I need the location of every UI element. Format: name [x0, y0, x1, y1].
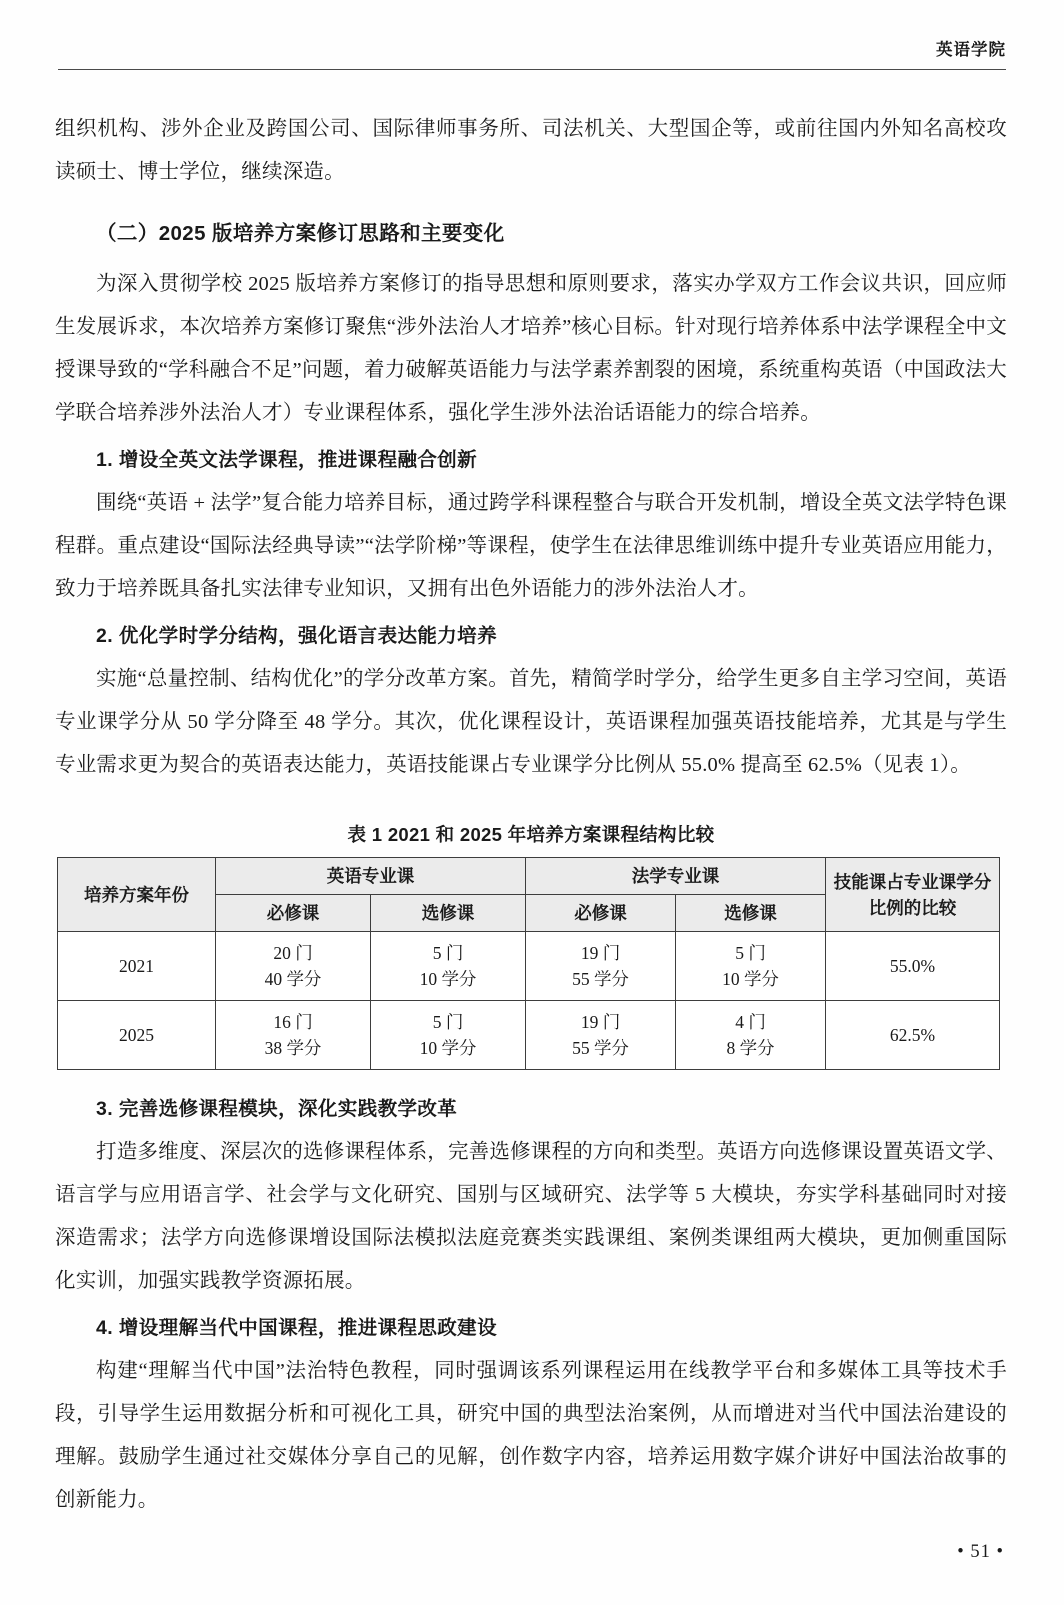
paragraph-sub2: 实施“总量控制、结构优化”的学分改革方案。首先，精简学时学分，给学生更多自主学习空间，英语专业课学分从 50 学分降至 48 学分。其次，优化课程设计，英语课程加强英语技能培养，尤其是与学生专业需求更为契合的英语表达能力，英语技能课占专业课学分比例从 55.0% 提高至 62.5%（见表 1）。 — [55, 668, 1007, 776]
header-year: 培养方案年份 — [58, 858, 216, 932]
value-credits: 55 学分 — [572, 1038, 629, 1058]
cell-law-required — [526, 932, 676, 1001]
header-title: 英语学院 — [936, 41, 1006, 59]
paragraph-intro: 为深入贯彻学校 2025 版培养方案修订的指导思想和原则要求，落实办学双方工作会议共识，回应师生发展诉求，本次培养方案修订聚焦“涉外法治人才培养”核心目标。针对现行培养体系中法学课程全中文授课导致的“学科融合不足”问题，着力破解英语能力与法学素养割裂的困境，系统重构英语（中国政法大学联合培养涉外法治人才）专业课程体系，强化学生涉外法治话语能力的综合培养。 — [55, 273, 1007, 424]
header-law-required: 必修课 — [526, 895, 676, 932]
table-caption: 表 1 2021 和 2025 年培养方案课程结构比较 — [347, 824, 715, 845]
value-courses: 5 门 — [432, 943, 464, 963]
cell-year: 2021 — [58, 932, 216, 1001]
table-row — [58, 1001, 1000, 1070]
page-content — [55, 108, 1007, 1522]
header-ratio: 技能课占专业课学分比例的比较 — [826, 858, 1000, 932]
table-row — [58, 932, 1000, 1001]
paragraph-continued: 组织机构、涉外企业及跨国公司、国际律师事务所、司法机关、大型国企等，或前往国内外知名高校攻读硕士、博士学位，继续深造。 — [55, 118, 1007, 183]
subsection-heading-3: 3. 完善选修课程模块，深化实践教学改革 — [96, 1098, 458, 1120]
cell-law-required — [526, 1001, 676, 1070]
section-heading: （二）2025 版培养方案修订思路和主要变化 — [96, 222, 505, 245]
paragraph-sub1: 围绕“英语 + 法学”复合能力培养目标，通过跨学科课程整合与联合开发机制，增设全英文法学特色课程群。重点建设“国际法经典导读”“法学阶梯”等课程，使学生在法律思维训练中提升专业英语应用能力，致力于培养既具备扎实法律专业知识，又拥有出色外语能力的涉外法治人才。 — [55, 492, 1007, 600]
cell-english-required — [216, 932, 371, 1001]
header-english-elective: 选修课 — [371, 895, 526, 932]
cell-ratio: 55.0% — [826, 932, 1000, 1001]
subsection-heading-2: 2. 优化学时学分结构，强化语言表达能力培养 — [96, 625, 497, 647]
header-group-law: 法学专业课 — [526, 858, 826, 895]
value-courses: 4 门 — [735, 1012, 766, 1032]
paragraph-sub3: 打造多维度、深层次的选修课程体系，完善选修课程的方向和类型。英语方向选修课设置英语文学、语言学与应用语言学、社会学与文化研究、国别与区域研究、法学等 5 大模块，夯实学科基础同时对接深造需求；法学方向选修课增设国际法模拟法庭竞赛类实践课组、案例类课组两大模块，更加侧重国际化实训，加强实践教学资源拓展。 — [55, 1141, 1007, 1292]
header-law-elective: 选修课 — [676, 895, 826, 932]
value-courses: 19 门 — [580, 1012, 621, 1032]
course-structure-table — [57, 857, 1000, 1070]
header-group-english: 英语专业课 — [216, 858, 526, 895]
value-credits: 8 学分 — [726, 1038, 775, 1058]
table-header-row-1 — [58, 858, 1000, 895]
value-courses: 16 门 — [273, 1012, 313, 1032]
page-number: • 51 • — [957, 1542, 1004, 1562]
subsection-heading-4: 4. 增设理解当代中国课程，推进课程思政建设 — [96, 1317, 497, 1339]
page-header — [58, 36, 1006, 72]
cell-law-elective — [676, 1001, 826, 1070]
subsection-heading-1: 1. 增设全英文法学课程，推进课程融合创新 — [96, 449, 478, 471]
value-courses: 5 门 — [735, 943, 766, 963]
cell-english-elective — [371, 1001, 526, 1070]
value-courses: 20 门 — [273, 943, 313, 963]
cell-english-required — [216, 1001, 371, 1070]
value-credits: 10 学分 — [722, 969, 779, 989]
value-credits: 10 学分 — [419, 969, 477, 989]
paragraph-sub4: 构建“理解当代中国”法治特色教程，同时强调该系列课程运用在线教学平台和多媒体工具等技术手段，引导学生运用数据分析和可视化工具，研究中国的典型法治案例，从而增进对当代中国法治建设的理解。鼓励学生通过社交媒体分享自己的见解，创作数字内容，培养运用数字媒介讲好中国法治故事的创新能力。 — [55, 1360, 1007, 1511]
cell-year: 2025 — [58, 1001, 216, 1070]
header-divider — [58, 69, 1006, 70]
cell-english-elective — [371, 932, 526, 1001]
value-credits: 55 学分 — [572, 969, 629, 989]
value-courses: 5 门 — [432, 1012, 464, 1032]
cell-ratio: 62.5% — [826, 1001, 1000, 1070]
value-credits: 10 学分 — [419, 1038, 477, 1058]
value-credits: 40 学分 — [264, 969, 322, 989]
cell-law-elective — [676, 932, 826, 1001]
header-english-required: 必修课 — [216, 895, 371, 932]
value-credits: 38 学分 — [264, 1038, 322, 1058]
value-courses: 19 门 — [580, 943, 621, 963]
